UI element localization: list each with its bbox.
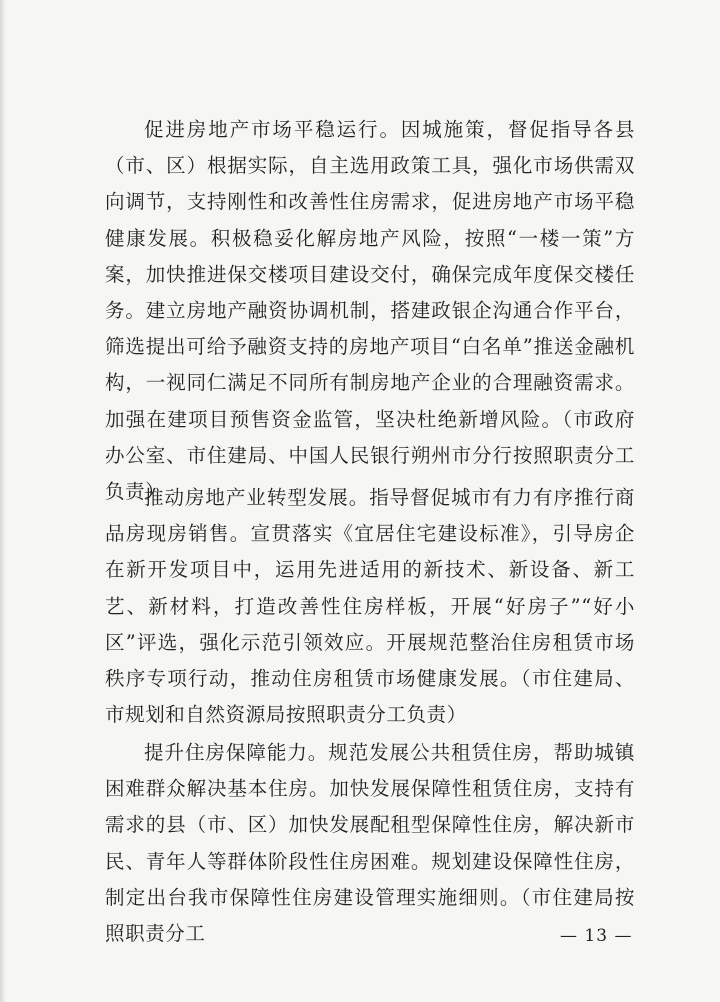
paragraph-real-estate-market: 促进房地产市场平稳运行。因城施策，督促指导各县（市、区）根据实际，自主选用政策工具，强化市场供需双向调节，支持刚性和改善性住房需求，促进房地产市场平稳健康发展。积极稳妥化解房地产风险，按照“一楼一策”方案，加快推进保交楼项目建设交付，确保完成年度保交楼任务。建立房地产融资协调机制，搭建政银企沟通合作平台，筛选提出可给予融资支持的房地产项目“白名单”推送金融机构，一视同仁满足不同所有制房地产企业的合理融资需求。加强在建项目预售资金监管，坚决杜绝新增风险。（市政府办公室、市住建局、中国人民银行朔州市分行按照职责分工负责） <box>105 118 635 504</box>
paragraph-industry-transformation: 推动房地产业转型发展。指导督促城市有力有序推行商品房现房销售。宣贯落实《宜居住宅建设标准》，引导房企在新开发项目中，运用先进适用的新技术、新设备、新工艺、新材料，打造改善性住房样板，开展“好房子”“好小区”评选，强化示范引领效应。开展规范整治住房租赁市场秩序专项行动，推动住房租赁市场健康发展。（市住建局、市规划和自然资源局按照职责分工负责） <box>105 486 635 727</box>
page-number: — 13 — <box>560 926 633 946</box>
paragraph-housing-security: 提升住房保障能力。规范发展公共租赁住房，帮助城镇困难群众解决基本住房。加快发展保障性租赁住房，支持有需求的县（市、区）加快发展配租型保障性住房，解决新市民、青年人等群体阶段性住房困难。规划建设保障性住房，制定出台我市保障性住房建设管理实施细则。（市住建局按照职责分工 <box>105 741 635 946</box>
scan-edge-shadow <box>0 0 6 1002</box>
